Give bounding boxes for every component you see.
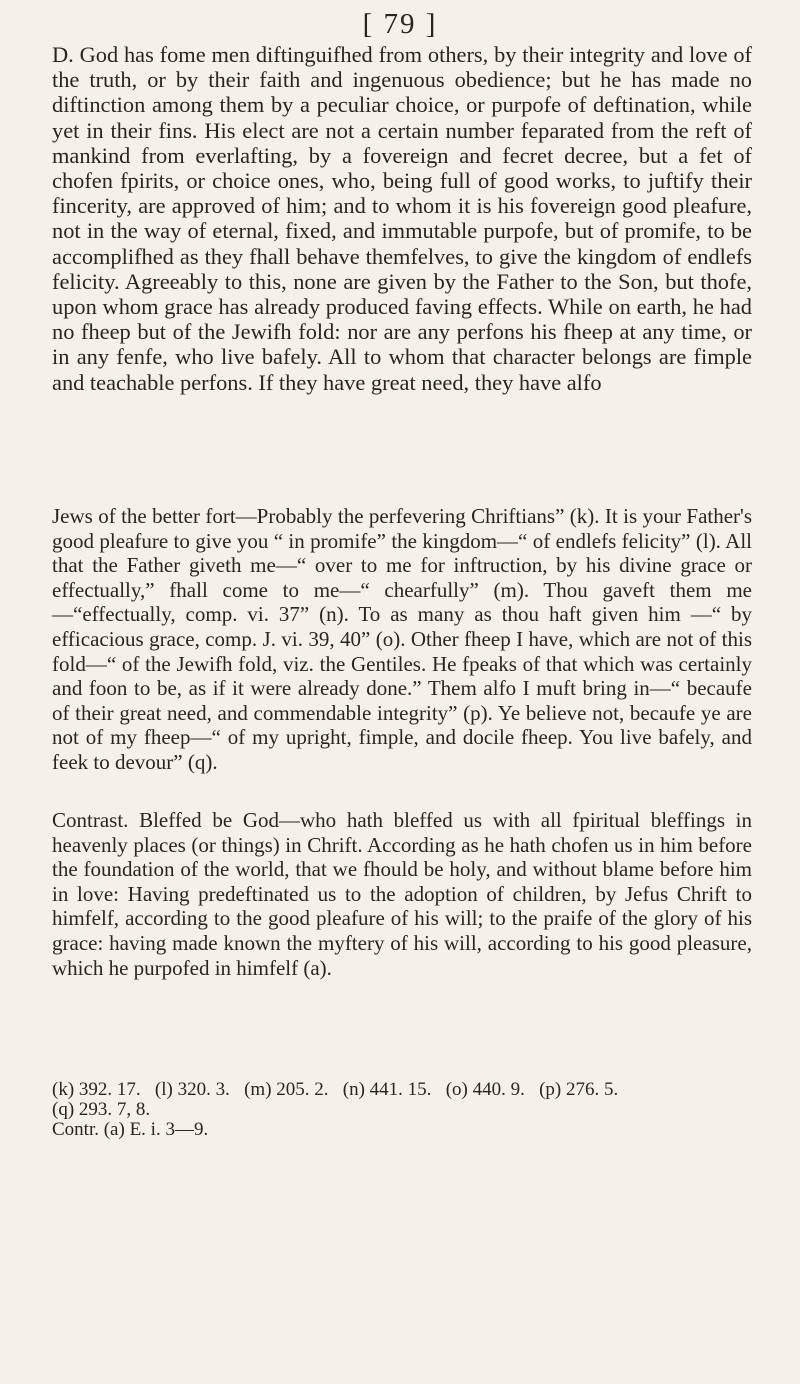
footnote-k: (k) 392. 17.: [52, 1079, 141, 1100]
page-number: [ 79 ]: [362, 8, 438, 40]
footnote-n: (n) 441. 15.: [342, 1079, 432, 1100]
paragraph-main: D. God has fome men diftinguifhed from others, by their integrity and love of the truth, or by their faith and ingenuous obedience; but he has made no diftinction among them by a peculiar choice, or purpofe of deftination, while yet in their fins. His elect are not a certain number feparated from the reft of mankind from everlafting, by a fovereign and fecret decree, but a fet of chofen fpirits, or choice ones, who, being full of good works, to juftify their fincerity, are approved of him; and to whom it is his fovereign good pleafure, not in the way of eternal, fixed, and immutable purpofe, but of promife, to be accomplifhed as they fhall behave themfelves, to give the kingdom of endlefs felicity. Agreeably to this, none are given by the Father to the Son, but thofe, upon whom grace has already produced faving effects. While on earth, he had no fheep but of the Jewifh fold: nor are any perfons his fheep at any time, or in any fenfe, who live bafely. All to whom that character belongs are fimple and teachable perfons. If they have great need, they have alfo: [52, 42, 752, 395]
footnote-p: (p) 276. 5.: [539, 1079, 619, 1100]
paragraph-jews: Jews of the better fort—Probably the perfevering Chriftians” (k). It is your Father's good pleafure to give you “ in promife” the kingdom—“ of endlefs felicity” (l). All that the Father giveth me—“ over to me for inftruction, by his divine grace or effectually,” fhall come to me—“ chearfully” (m). Thou gaveft them me —“effectually, comp. vi. 37” (n). To as many as thou haft given him —“ by efficacious grace, comp. J. vi. 39, 40” (o). Other fheep I have, which are not of this fold—“ of the Jewifh fold, viz. the Gentiles. He fpeaks of that which was certainly and foon to be, as if it were already done.” Them alfo I muft bring in—“ becaufe of their great need, and commendable integrity” (p). Ye believe not, becaufe ye are not of my fheep—“ of my upright, fimple, and docile fheep. You live bafely, and feek to devour” (q).: [52, 504, 752, 774]
footnote-line-1: [52, 1080, 752, 1100]
footnote-l: (l) 320. 3.: [154, 1079, 230, 1100]
footnote-m: (m) 205. 2.: [244, 1079, 329, 1100]
footnote-contrast: Contr. (a) E. i. 3—9.: [52, 1119, 209, 1140]
footnote-q: (q) 293. 7, 8.: [52, 1099, 151, 1120]
paragraph-contrast: Contrast. Bleffed be God—who hath bleffed us with all fpiritual bleffings in heavenly places (or things) in Chrift. According as he hath chofen us in him before the foundation of the world, that we fhould be holy, and without blame before him in love: Having predeftinated us to the adoption of children, by Jefus Chrift to himfelf, according to the good pleafure of his will; to the praife of the glory of his grace: having made known the myftery of his will, according to his good pleasure, which he purpofed in himfelf (a).: [52, 808, 752, 980]
footnote-o: (o) 440. 9.: [445, 1079, 525, 1100]
footnotes: [52, 1080, 752, 1140]
